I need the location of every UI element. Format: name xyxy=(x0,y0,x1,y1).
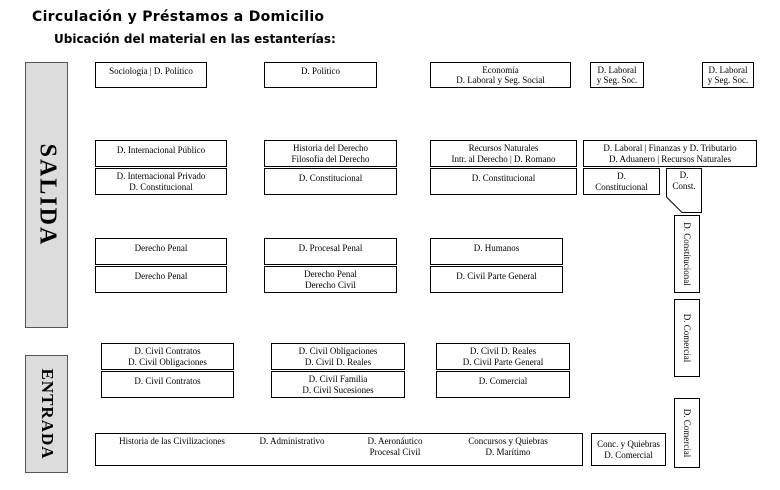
shelf-label: D. Laboral xyxy=(708,64,748,75)
shelf-label: D. Administrativo xyxy=(259,436,325,446)
exit-label: SALIDA xyxy=(34,143,60,247)
shelf-label: D. Internacional Público xyxy=(116,145,206,155)
shelf-vertical-comercial-2 xyxy=(674,398,700,468)
shelf-label: Derecho Penal xyxy=(134,271,188,281)
shelf-r3e xyxy=(666,168,702,194)
shelf-r7b xyxy=(271,371,405,398)
shelf-label: D. Laboral xyxy=(597,64,637,75)
shelf-r5a xyxy=(95,266,227,293)
shelf-label: Historia del Derecho xyxy=(293,143,368,153)
shelf-r2b xyxy=(264,140,397,167)
shelf-label: D. Procesal Penal xyxy=(298,243,363,253)
shelf-label: D. Civil Sucesiones xyxy=(302,384,374,395)
shelf-label: D. Comercial xyxy=(682,408,692,458)
shelf-r2d xyxy=(583,140,757,167)
shelf-r4b xyxy=(264,238,397,265)
shelf-label: D. Civil Obligaciones xyxy=(128,356,207,367)
shelf-label: D. Civil Obligaciones xyxy=(298,346,378,356)
shelf-r3b xyxy=(264,168,397,195)
shelf-label: D. Comercial xyxy=(478,376,528,386)
shelf-label: D. Civil Parte General xyxy=(456,271,537,281)
shelf-label: D. Humanos xyxy=(473,243,520,253)
shelf-r5b xyxy=(264,266,397,293)
shelf-r1b xyxy=(264,62,377,88)
shelf-label: Recursos Naturales xyxy=(468,143,539,153)
shelf-label: Derecho Civil xyxy=(305,279,356,290)
shelf-label: D. Comercial xyxy=(604,449,653,460)
entrance-label: ENTRADA xyxy=(37,368,57,460)
shelf-r1c xyxy=(430,62,571,88)
shelf-r6a xyxy=(101,343,234,370)
shelf-label: Constitucional xyxy=(595,181,648,192)
shelf-label: D. Laboral y Seg. Social xyxy=(456,75,545,85)
shelf-r3c xyxy=(430,168,577,195)
shelf-label: D. Marítimo xyxy=(485,447,531,457)
shelf-r6b xyxy=(271,343,405,370)
shelf-label: y Seg. Soc. xyxy=(596,75,638,85)
shelf-label: D. Laboral | Finanzas y D. Tributario xyxy=(603,143,737,153)
shelf-label: D. Constitucional xyxy=(682,222,692,286)
shelf-label: Conc. y Quiebras xyxy=(597,439,660,449)
shelf-vertical-comercial-1 xyxy=(674,299,700,377)
shelf-label: Sociología | D. Político xyxy=(109,66,193,76)
shelf-label: D. xyxy=(617,171,626,181)
shelf-r5c xyxy=(430,266,563,293)
shelf-label: y Seg. Soc. xyxy=(707,75,749,85)
shelf-label: D. Civil Parte General xyxy=(462,356,544,367)
shelf-r7c xyxy=(436,371,570,398)
shelf-label: D. Civil D. Reales xyxy=(469,346,537,356)
shelf-label: Derecho Penal xyxy=(134,243,188,253)
shelf-label: Historia de las Civilizaciones xyxy=(119,436,225,446)
shelf-r3d xyxy=(583,168,660,195)
shelf-label: D. Aduanero | Recursos Naturales xyxy=(608,153,732,164)
shelf-r1a xyxy=(95,62,207,88)
entrance-zone xyxy=(25,355,68,473)
shelf-label: D. Constitucional xyxy=(471,173,536,183)
shelf-label: Derecho Penal xyxy=(304,269,357,279)
shelf-r3a xyxy=(95,168,227,195)
shelf-label: D. xyxy=(679,170,689,180)
shelf-r2a xyxy=(95,140,227,167)
shelf-r1e xyxy=(702,62,754,88)
shelf-label: Filosofía del Derecho xyxy=(291,153,370,164)
shelf-label: Economía xyxy=(482,64,519,75)
shelf-label: Procesal Civil xyxy=(369,447,421,457)
page-title: Circulación y Préstamos a Domicilio xyxy=(32,9,325,25)
shelf-r4a xyxy=(95,238,227,265)
shelf-r4c xyxy=(430,238,563,265)
shelf-label: D. Político xyxy=(300,66,340,76)
page-subtitle: Ubicación del material en las estanterías: xyxy=(54,32,336,46)
shelf-label: D. Civil D. Reales xyxy=(304,356,372,367)
shelf-label: Intr. al Derecho | D. Romano xyxy=(451,153,556,164)
shelf-label: D. Constitucional xyxy=(298,173,363,183)
shelf-label: D. Aeronáutico xyxy=(367,436,423,446)
shelf-label: Const. xyxy=(672,180,696,191)
shelf-label: D. Comercial xyxy=(682,313,692,363)
shelf-r7a xyxy=(101,371,234,398)
shelf-label: D. Internacional Privado xyxy=(116,171,206,181)
shelf-label: D. Civil Familia xyxy=(308,374,368,384)
exit-zone xyxy=(25,62,68,328)
shelf-label: Concursos y Quiebras xyxy=(468,436,548,446)
shelf-bottom-right xyxy=(591,433,666,466)
shelf-r6c xyxy=(436,343,570,370)
shelf-r2c xyxy=(430,140,577,167)
shelf-label: D. Constitucional xyxy=(129,181,193,192)
shelf-vertical-constitucional xyxy=(674,215,700,293)
shelf-bottom xyxy=(95,433,583,466)
shelf-label: D. Civil Contratos xyxy=(134,376,201,386)
shelf-label: D. Civil Contratos xyxy=(134,346,201,356)
shelf-r1d xyxy=(590,62,644,88)
